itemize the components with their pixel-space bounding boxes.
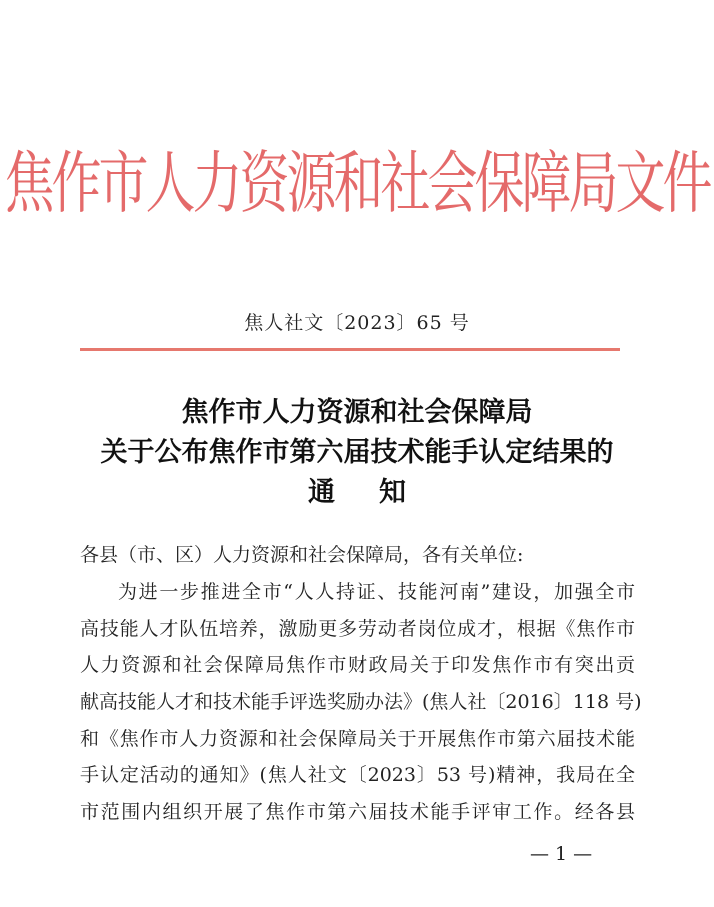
letterhead-divider	[80, 348, 620, 351]
salutation: 各县（市、区）人力资源和社会保障局，各有关单位:	[80, 544, 524, 566]
body-line: 手认定活动的通知》(焦人社文〔2023〕53 号)精神，我局在全	[80, 764, 635, 787]
body-line: 为进一步推进全市“人人持证、技能河南”建设，加强全市	[118, 581, 635, 603]
document-number: 焦人社文〔2023〕65 号	[244, 312, 470, 334]
body-line: 人力资源和社会保障局焦作市财政局关于印发焦作市有突出贡	[80, 654, 635, 677]
agency-letterhead-title: 焦作市人力资源和社会保障局文件	[4, 144, 710, 223]
page-number: — 1 —	[530, 843, 593, 865]
notice-title	[0, 393, 714, 513]
notice-title-line-1: 焦作市人力资源和社会保障局	[181, 397, 533, 428]
body-line: 高技能人才队伍培养，激励更多劳动者岗位成才，根据《焦作市	[80, 617, 635, 640]
body-line: 市范围内组织开展了焦作市第六届技术能手评审工作。经各县	[80, 801, 635, 824]
notice-title-word: 通知	[308, 477, 450, 508]
body-line: 和《焦作市人力资源和社会保障局关于开展焦作市第六届技术能	[80, 727, 635, 750]
body-line: 献高技能人才和技术能手评选奖励办法》(焦人社〔2016〕118 号)	[80, 691, 642, 714]
notice-title-line-2: 关于公布焦作市第六届技术能手认定结果的	[100, 437, 614, 468]
body-paragraph	[80, 574, 642, 831]
